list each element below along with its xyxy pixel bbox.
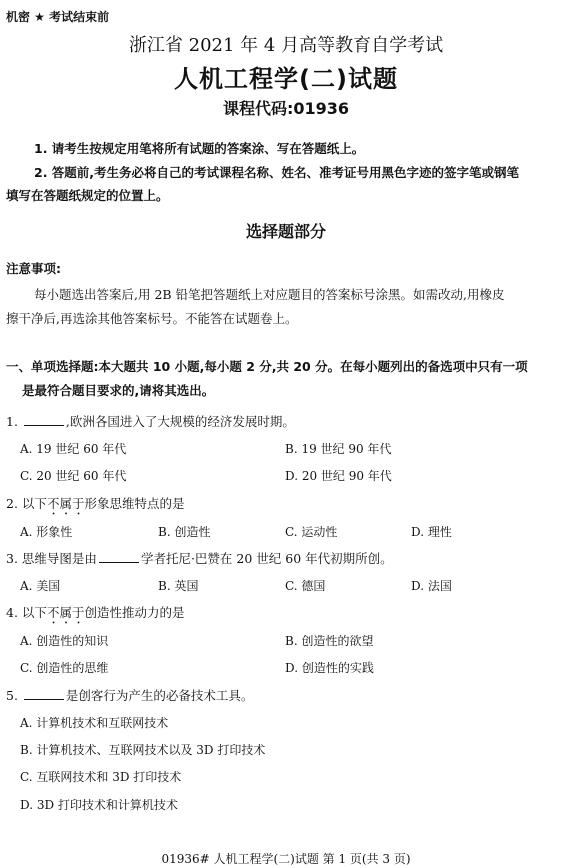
option-4a: A. 创造性的知识 [20,634,109,648]
option-4c: C. 创造性的思维 [20,661,109,675]
option-4d: D. 创造性的实践 [285,661,374,675]
emphasis-text: 不属于 [46,605,85,620]
question-text-pre: 以下 [21,605,47,620]
question-text: ,欧洲各国进入了大规模的经济发展时期。 [65,414,295,429]
subject-title: 人机工程学(二)试题 [174,65,398,93]
option-2d: D. 理性 [411,525,452,539]
option-5c: C. 互联网技术和 3D 打印技术 [20,770,182,784]
emphasis-text: 不属于 [46,496,85,511]
question-text: 创造性推动力的是 [84,605,185,620]
option-1d: D. 20 世纪 90 年代 [285,469,392,483]
question-text-pre: 思维导图是由 [21,551,97,566]
notes-heading: 注意事项: [6,261,61,276]
question-number: 4. [6,605,18,620]
option-2a: A. 形象性 [20,525,73,539]
instruction-1: 1. 请考生按规定用笔将所有试题的答案涂、写在答题纸上。 [34,141,365,156]
part1-heading-line-1: 一、单项选择题:本大题共 10 小题,每小题 2 分,共 20 分。在每小题列出的备选项中只有一项 [6,359,528,374]
option-3b: B. 英国 [158,579,199,593]
option-5a: A. 计算机技术和互联网技术 [20,716,169,730]
question-number: 2. [6,496,18,511]
option-3c: C. 德国 [285,579,326,593]
question-text: 是创客行为产生的必备技术工具。 [65,688,254,703]
question-2 [6,494,184,518]
question-text: 形象思维特点的是 [84,496,185,511]
notes-line-1: 每小题选出答案后,用 2B 铅笔把答题纸上对应题目的答案标号涂黑。如需改动,用橡皮 [34,287,505,302]
answer-blank [24,413,64,426]
question-5 [6,686,253,704]
option-1b: B. 19 世纪 90 年代 [285,442,392,456]
option-5b: B. 计算机技术、互联网技术以及 3D 打印技术 [20,743,266,757]
option-5d: D. 3D 打印技术和计算机技术 [20,798,178,812]
question-number: 5. [6,688,18,703]
notes-line-2: 擦干净后,再选涂其他答案标号。不能答在试题卷上。 [6,311,298,326]
course-code: 课程代码:01936 [222,99,350,118]
option-4b: B. 创造性的欲望 [285,634,374,648]
question-3 [6,549,393,567]
question-number: 1. [6,414,18,429]
option-1a: A. 19 世纪 60 年代 [20,442,127,456]
instruction-3: 填写在答题纸规定的位置上。 [6,188,169,203]
option-1c: C. 20 世纪 60 年代 [20,469,127,483]
page-footer: 01936# 人机工程学(二)试题 第 1 页(共 3 页) [161,852,411,866]
question-4 [6,603,184,627]
option-3a: A. 美国 [20,579,61,593]
option-2b: B. 创造性 [158,525,211,539]
question-number: 3. [6,551,18,566]
exam-title: 浙江省 2021 年 4 月高等教育自学考试 [128,35,444,56]
question-1 [6,412,295,430]
section-title: 选择题部分 [245,222,326,241]
instruction-2: 2. 答题前,考生务必将自己的考试课程名称、姓名、准考证号用黑色字迹的签字笔或钢笔 [34,165,520,180]
secret-label: 机密 ★ 考试结束前 [6,10,110,24]
answer-blank [99,550,139,563]
question-text: 学者托尼·巴赞在 20 世纪 60 年代初期所创。 [140,551,393,566]
option-2c: C. 运动性 [285,525,338,539]
part1-heading-line-2: 是最符合题目要求的,请将其选出。 [22,383,215,398]
question-text-pre: 以下 [21,496,47,511]
option-3d: D. 法国 [411,579,452,593]
answer-blank [24,687,64,700]
